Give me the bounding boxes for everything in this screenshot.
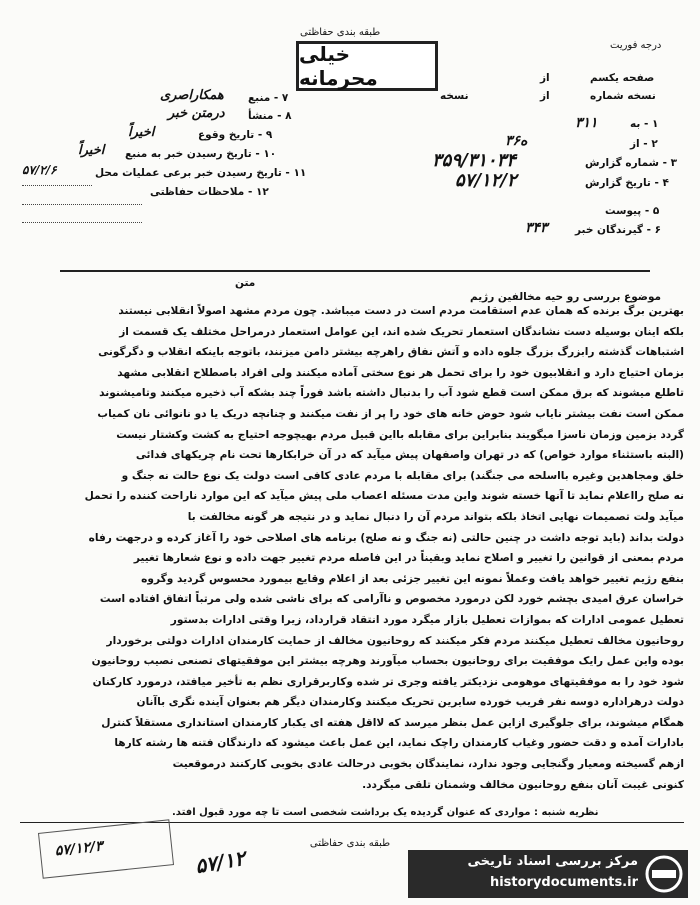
field-copy-end: نسخه [440, 90, 469, 102]
field-recipients: ۶ - گیرندگان خبر [575, 224, 662, 236]
divider-bottom [20, 822, 684, 823]
secret-stamp [296, 41, 438, 91]
body-line: گردد بزمین وزمان ناسزا میگویند بنابراین برای مقابله بااین قبیل مردم بهیچوجه احتیاج به کشت وکشتار نیست [116, 428, 684, 441]
body-line: مردم بمعنی از قوانین را تغییر و اصلاح نماید وبقیناً در این فاصله مردم تغییر جهت داده و نوع شعارها تغییر [133, 552, 684, 565]
body-line: بنفع رژیم تغییر خواهد یافت وعملاً نمونه این تغییر جزئی بعد از اعلام وقایع بیمورد محسوس گردید وگروه [141, 572, 684, 585]
field-source: ۷ - منبع [248, 92, 289, 104]
body-line: خلق ومجاهدین وغیره بااسلحه می جنگند) برای مقابله با مردم عادی کافی است دولت یک نوع حالت نه جنگ و [121, 469, 684, 482]
field-attachment: ۵ - پیوست [605, 205, 660, 217]
field-source-receipt-date: ۱۰ - تاریخ رسیدن خبر به منبع [125, 148, 277, 160]
field-ops-receipt-date: ۱۱ - تاریخ رسیدن خبر برعی عملیات محل [95, 167, 307, 179]
body-line: بوده واین عمل رایک موفقیت برای روحانیون بحساب میآورند وهرچه بیشتر این موفقیتهای تصنعی نصیب روحانیون [91, 655, 684, 668]
body-line: اشتباهات گذشته رابزرگ بزرگ جلوه داده و آتش نفاق راهرچه بیشتر دامن میزنند، باتوجه باینکه انقلاب و دگرگونی [98, 346, 684, 359]
body-line: میآید ولت تصمیمات نهایی اتخاذ بلکه بتواند مردم آن را دنبال نماید و در نتیجه هر گونه مخالفت با [187, 510, 684, 523]
field-copy-mid: از [540, 90, 550, 102]
archive-url: historydocuments.ir [489, 875, 638, 890]
body-line: ازهم گسیخته ومعیار وگنجایی وجود ندارد، نمایندگان بخوبی درحالت عادی بخوبی کارکنند درموقعیت [172, 758, 684, 771]
classification-top: طبقه بندی حفاظتی [300, 27, 381, 38]
field-origin: ۸ - منشأ [248, 110, 292, 122]
body-line: تعطیل عمومی ادارات که بموازات تعطیل بازار میگرد مورد انتقاد قرارداد، زیرا وقتی ادارات بدستور [170, 613, 684, 626]
divider-top [60, 270, 650, 272]
field-copy: نسخه شماره [590, 90, 656, 102]
body-line: روحانیون مخالف تعطیل میکنند مردم فکر میکنند که روحانیون مخالف از حمایت کارمندان ادارات دولتی برخوردار [106, 634, 684, 647]
stamp-text: خیلی محرمانه [299, 42, 378, 90]
blank-line [22, 204, 142, 206]
field-report-no-value: ۳۵۹/۳۱۰۳۴ [432, 150, 516, 171]
body-line: بهترین برگ برنده که همان عدم استقامت مردم است در دست میباشد. چون مردم مشهد اصولاً انقلابی نیستند [118, 305, 684, 317]
body-line: (البته باستثناء موارد خواص) که در تهران واصفهان پیش میآید که در آن خرابکارها تحت نام چریکهای فدائی [135, 449, 684, 462]
body-line: شود خود را به موفقیتهای موهومی نزدیکتر یافته وجری تر شده وکاربرقراری نظم به تأخیر میافتد، درمورد کارکنان [92, 675, 684, 688]
body-line: ممکن است نفت بیشتر نایاب شود حوض خانه های خود را پر از نفت میکنند و چنانچه دریک یا دو نانوائی نان کمیاب [97, 407, 684, 420]
field-origin-value: درمتن خبر [168, 106, 225, 121]
field-report-date: ۴ - تاریخ گزارش [585, 177, 669, 189]
archive-logo [408, 850, 688, 898]
report-body [20, 301, 684, 795]
field-from: ۲ - از [630, 138, 658, 150]
body-line: بزمان احتیاج دارد و انقلابیون خود را برای تحمل هر نوع سختی آماده میکنند ولی افراد باصطلاح انقلابی مشهد [117, 366, 684, 379]
body-line: بادارات آمده و دقت حضور وغیاب کارمندان راچک نماید، این عمل باعث میشود که دارندگان فتنه ها رشته کارها [114, 737, 684, 750]
field-from-value: ۳ه۶ [505, 133, 528, 149]
field-occurrence-date: ۹ - تاریخ وقوع [198, 129, 273, 141]
body-line: دولت بداند (باید توجه داشت در چنین حالتی (نه جنگ و نه صلح) برنامه های اصلاحی خود را آغاز کرده و درجهت رفاه [88, 531, 684, 544]
field-recipients-value: ۳۴۳ [525, 220, 548, 236]
field-source-receipt-date-value: اخیراً [78, 143, 105, 158]
field-to: ۱ - به [630, 118, 659, 130]
urgency-label: درجه فوریت [610, 40, 662, 51]
handwritten-mark: ۵۷/۱۲ [193, 845, 247, 879]
body-line: کنونی غیبت آنان بنفع روحانیون مخالف وشمنان تلقی میگردد. [362, 778, 684, 791]
classification-bottom: طبقه بندی حفاظتی [309, 838, 391, 849]
archive-name: مرکز بررسی اسناد تاریخی [467, 854, 638, 869]
opinion-note: نظریه شنبه : مواردی که عنوان گردیده یک برداشت شخصی است تا چه مورد قبول افتد. [172, 807, 599, 818]
field-page: صفحه یکسم [590, 72, 655, 84]
field-source-value: همکاراصری [160, 88, 224, 103]
section-label: متن [235, 277, 256, 289]
subject-line: موضوع بررسی رو حیه مخالفین رژیم [470, 291, 662, 303]
field-report-date-value: ۵۷/۱۲/۲ [455, 170, 517, 191]
received-stamp [38, 819, 174, 879]
body-line: بلکه اینان بوسیله دست نشاندگان استعمار تحریک شده اند، این عوامل استعمار درمراحل مختلف یک قسمت از [119, 325, 684, 338]
blank-line [22, 185, 92, 187]
field-ops-receipt-date-value: ۵۷/۲/۶ [22, 163, 57, 177]
field-page-mid: از [540, 72, 550, 84]
body-line: همگام میشوند، برای جلوگیری ازاین عمل بنظر میرسد که لااقل هفته ای یکبار کارمندان استانداری مستقلاً کنترل [101, 716, 684, 729]
received-stamp-date: ۵۷/۱۲/۳ [54, 838, 104, 860]
field-security-notes: ۱۲ - ملاحظات حفاظتی [150, 186, 269, 198]
field-occurrence-date-value: اخیراً [128, 125, 155, 140]
archive-logo-icon [644, 854, 684, 894]
body-line: خراسان عرق امیدی بچشم خورد لکن درمورد مخصوص و ناآرامی که برای ناشی شده ولی مرتباً اتفاق افتاده است [99, 593, 684, 606]
field-report-no: ۳ - شماره گزارش [585, 157, 678, 169]
field-to-value: ۳۱۱ [575, 115, 598, 131]
blank-line [22, 222, 142, 224]
body-line: تاطلع میشوند که برق ممکن است قطع شود آب را بدنبال داشته باشد فوراً چند بشکه آب ذخیره میکنند وتامیشنوند [99, 387, 684, 400]
body-line: دولت درهراداره دوسه نفر فریب خورده سایرین تحریک میکنند وکارمندان دیگر هم بعنوان آینده نگری باآنان [136, 696, 684, 709]
body-line: نه صلح رااعلام نماید تا آنها خسته شوند واین مدت مسئله اعصاب ملی پیش میآید که این موارد ناراحت کننده را تحمل [84, 490, 684, 503]
